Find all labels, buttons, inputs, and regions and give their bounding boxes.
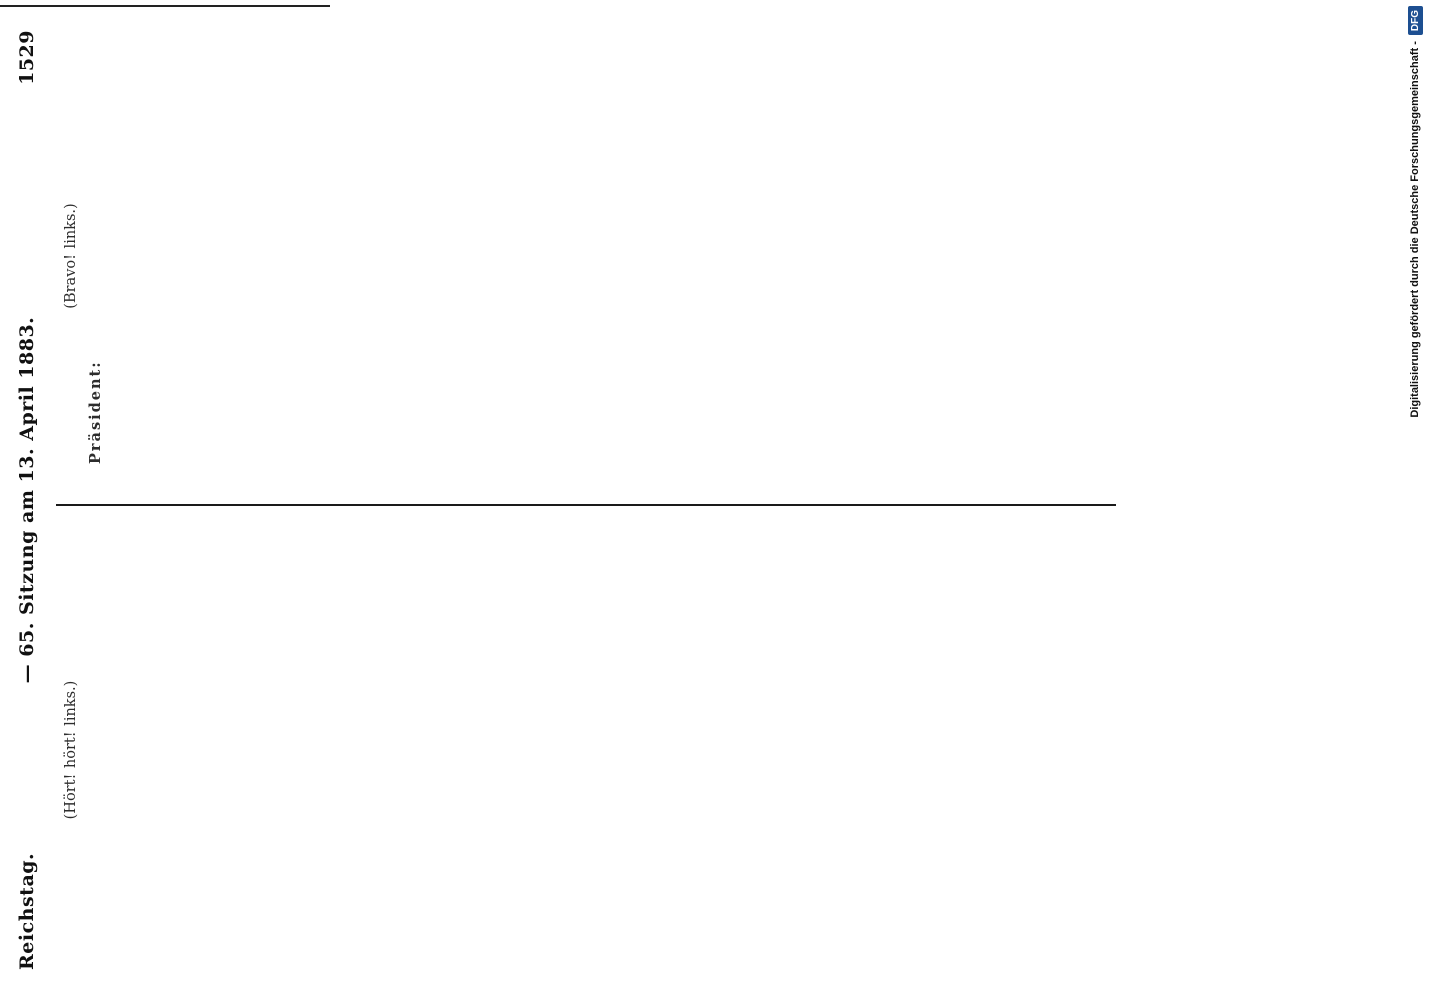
header-center: — 65. Sitzung am 13. April 1883. [16, 316, 38, 684]
header-left: Reichstag. [16, 852, 38, 970]
page-header [10, 30, 46, 970]
digitization-credit [1402, 6, 1428, 996]
column-divider [56, 504, 1116, 506]
page-number: 1529 [16, 30, 38, 85]
speaker-label: Präsident: [86, 360, 104, 464]
speaker-paragraph [85, 30, 108, 482]
credit-text: Digitalisierung gefördert durch die Deutsche Forschungsgemeinschaft - [1409, 41, 1421, 418]
interjection: (Hört! hört! links.) [63, 680, 79, 820]
dfg-logo: DFG [1408, 6, 1423, 35]
right-column [58, 30, 107, 482]
interjection: (Bravo! links.) [63, 203, 79, 309]
left-column [58, 530, 85, 970]
